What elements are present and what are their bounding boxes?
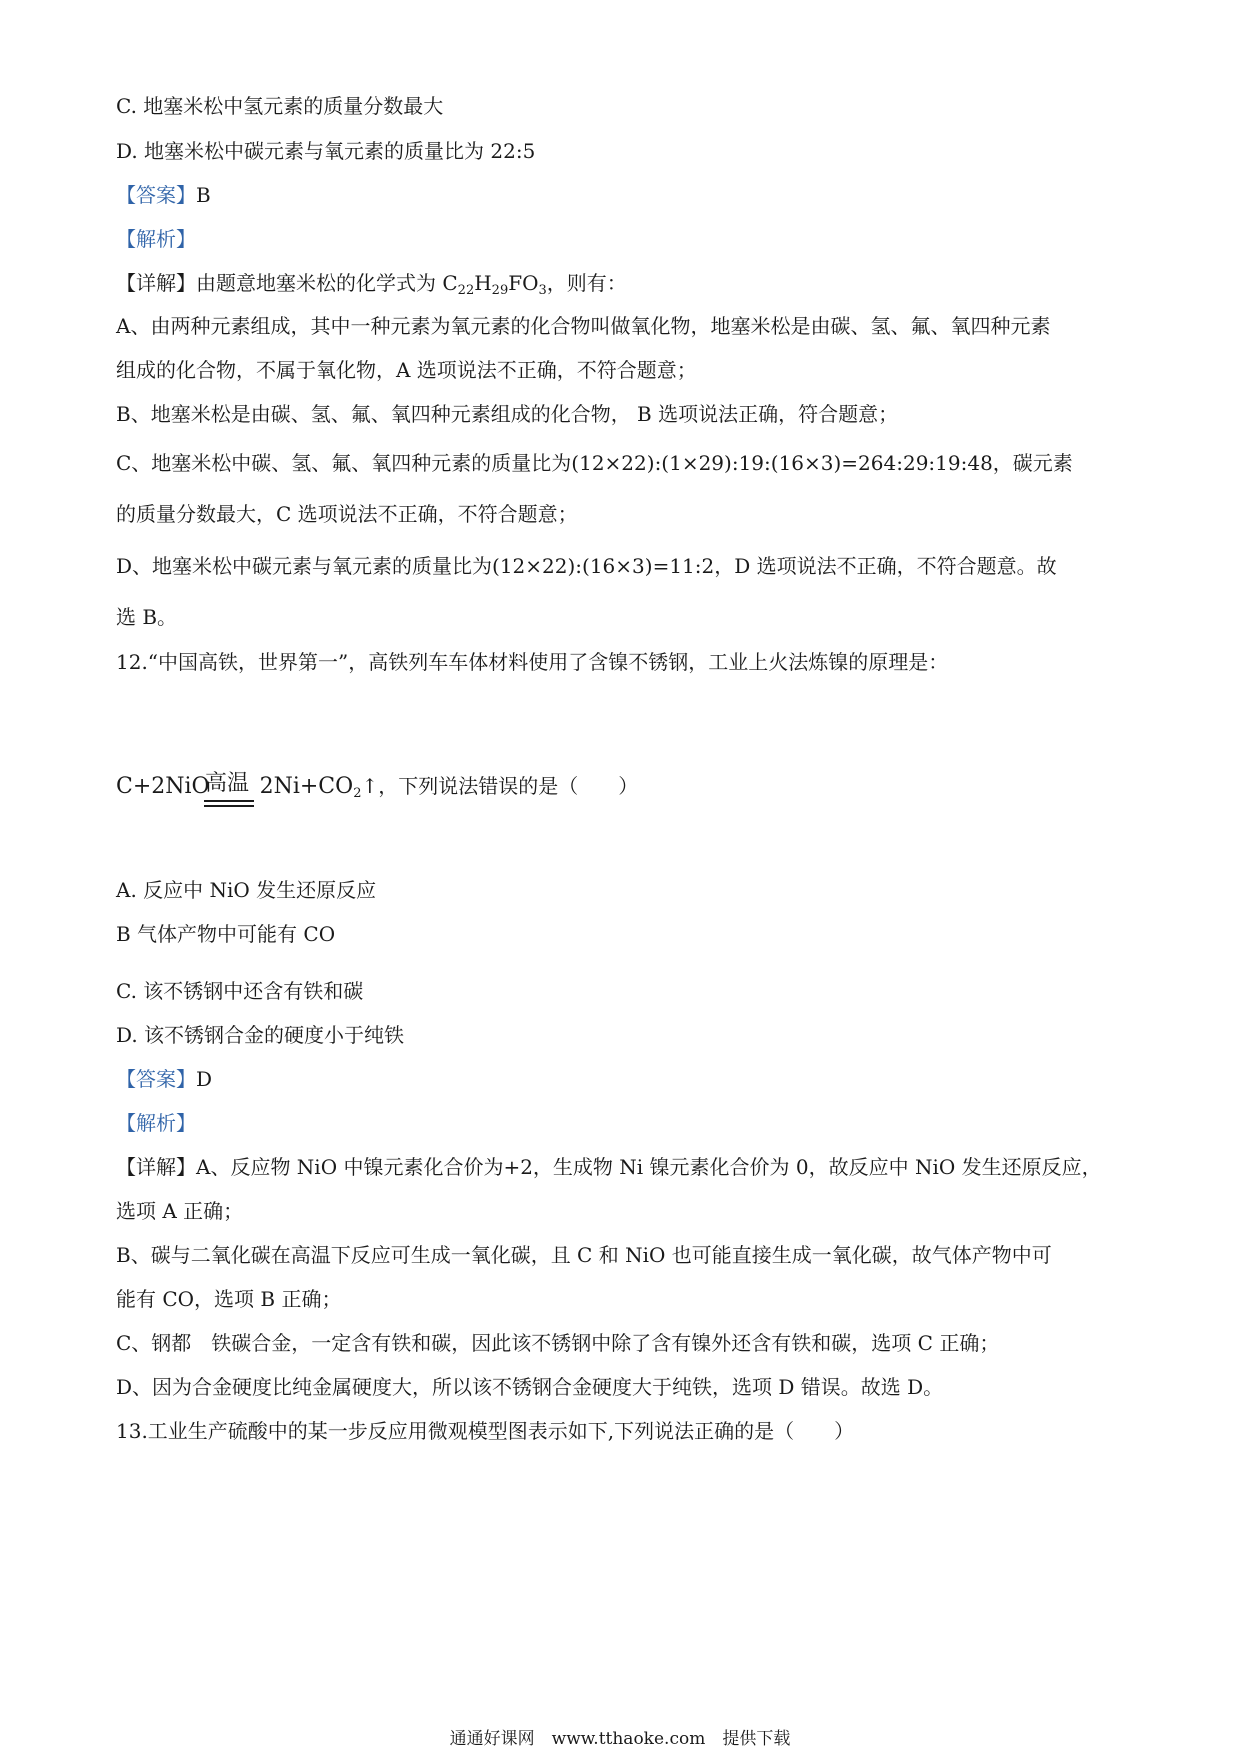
detail-text-b: H: [474, 271, 492, 295]
reason-r6: D、因为合金硬度比纯金属硬度大，所以该不锈钢合金硬度大于纯铁，选项 D 错误。故选 D。: [116, 1375, 944, 1399]
detail-tag: 【详解】: [116, 1155, 196, 1179]
page-footer: 通通好课网 www.tthaoke.com 提供下载: [449, 1729, 791, 1749]
question-13: 13.工业生产硫酸中的某一步反应用微观模型图表示如下,下列说法正确的是（ ）: [116, 1419, 855, 1443]
reaction-condition: 高温: [205, 771, 250, 796]
reason-r2: 选项 A 正确；: [116, 1199, 244, 1223]
detail-text: A、反应物 NiO 中镍元素化合价为+2，生成物 Ni 镍元素化合价为 0，故反应中 NiO 发生还原反应，: [196, 1155, 1102, 1179]
subscript-22: 22: [457, 283, 475, 298]
explain-p4: C、地塞米松中碳、氢、氟、氧四种元素的质量比为(12×22):(1×29):19:(16×3)=264:29:19:48，碳元素: [116, 451, 1073, 475]
answer-value: B: [196, 183, 211, 207]
equation-bar-bottom: [204, 805, 254, 807]
reason-r3: B、碳与二氧化碳在高温下反应可生成一氧化碳，且 C 和 NiO 也可能直接生成一氧化碳，故气体产物中可: [116, 1243, 1052, 1267]
option-c-text: C. 地塞米松中氢元素的质量分数最大: [116, 94, 444, 118]
analysis-tag-1: 【解析】: [116, 227, 196, 251]
option-a: A. 反应中 NiO 发生还原反应: [116, 878, 377, 902]
detail-line-1: [116, 270, 627, 304]
answer-tag: 【答案】: [116, 1067, 196, 1091]
analysis-tag-2: 【解析】: [116, 1111, 196, 1135]
explain-p1: A、由两种元素组成，其中一种元素为氧元素的化合物叫做氧化物，地塞米松是由碳、氢、氟、氧四种元素: [116, 314, 1051, 338]
subscript-3: 3: [538, 283, 547, 298]
detail-text-c: FO: [508, 271, 539, 295]
option-d: D. 该不锈钢合金的硬度小于纯铁: [116, 1023, 405, 1047]
explain-p6: D、地塞米松中碳元素与氧元素的质量比为(12×22):(16×3)=11:2，D 选项说法不正确，不符合题意。故: [116, 554, 1057, 578]
equation-subscript: 2: [353, 786, 362, 801]
question-12: 12.“中国高铁，世界第一”，高铁列车车体材料使用了含镍不锈钢，工业上火法炼镍的原理是：: [116, 650, 949, 674]
equation-tail: ↑，下列说法错误的是（ ）: [361, 774, 639, 798]
reason-r5: C、钢都 铁碳合金，一定含有铁和碳，因此该不锈钢中除了含有镍外还含有铁和碳，选项 C 正确；: [116, 1331, 1000, 1355]
explain-p3: B、地塞米松是由碳、氢、氟、氧四种元素组成的化合物， B 选项说法正确，符合题意；: [116, 402, 899, 426]
equation-left: C+2NiO: [116, 774, 210, 799]
explain-p7: 选 B。: [116, 605, 178, 629]
answer-line-2: [116, 1066, 212, 1092]
answer-tag: 【答案】: [116, 183, 196, 207]
detail-tag: 【详解】: [116, 271, 196, 295]
detail-line-2: [116, 1154, 1102, 1180]
equation-right: 2Ni+CO: [259, 774, 354, 799]
reason-r4: 能有 CO，选项 B 正确；: [116, 1287, 342, 1311]
explain-p5: 的质量分数最大，C 选项说法不正确，不符合题意；: [116, 502, 578, 526]
answer-line-1: [116, 182, 211, 208]
answer-value: D: [196, 1067, 213, 1091]
option-d-text: D. 地塞米松中碳元素与氧元素的质量比为 22:5: [116, 139, 536, 163]
subscript-29: 29: [491, 283, 509, 298]
option-b: B 气体产物中可能有 CO: [116, 922, 336, 946]
explain-p2: 组成的化合物，不属于氧化物，A 选项说法不正确，不符合题意；: [116, 358, 697, 382]
detail-text-a: 由题意地塞米松的化学式为 C: [196, 271, 458, 295]
detail-text-d: ，则有：: [546, 271, 627, 295]
chemical-equation: [116, 770, 638, 801]
option-c: C. 该不锈钢中还含有铁和碳: [116, 979, 364, 1003]
